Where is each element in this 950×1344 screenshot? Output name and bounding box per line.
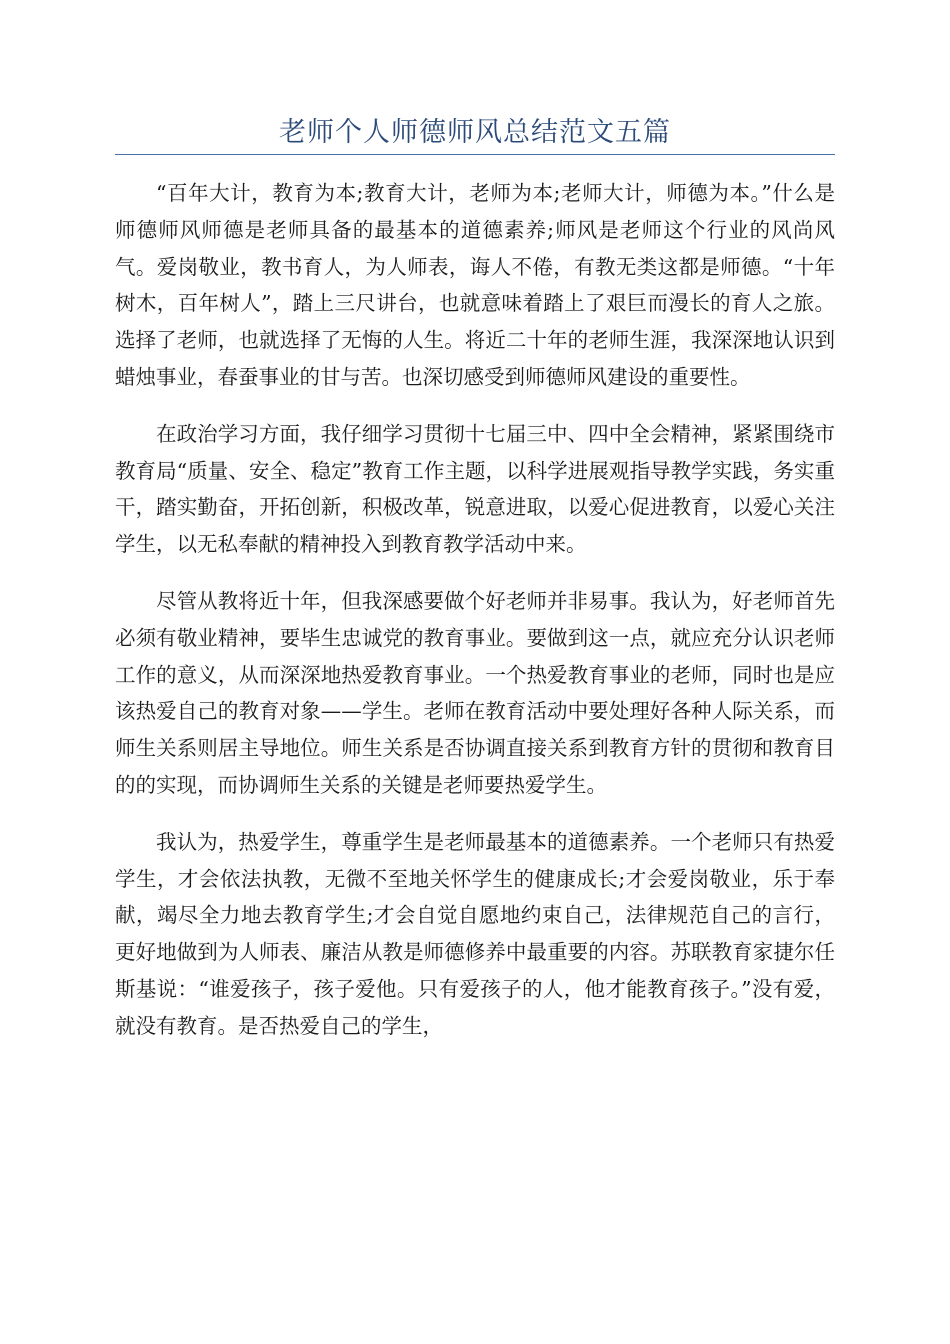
paragraph-2: 在政治学习方面，我仔细学习贯彻十七届三中、四中全会精神，紧紧围绕市教育局“质量、安全、稳定”教育工作主题，以科学进展观指导教学实践，务实重干，踏实勤奋，开拓创新，积极改革，锐意进取，以爱心促进教育，以爱心关注学生，以无私奉献的精神投入到教育教学活动中来。 (115, 421, 835, 557)
document-body (115, 175, 835, 1045)
paragraph-1: “百年大计，教育为本;教育大计，老师为本;老师大计，师德为本。”什么是师德师风师德是老师具备的最基本的道德素养;师风是老师这个行业的风尚风气。爱岗敬业，教书育人，为人师表，诲人不倦，有教无类这都是师德。“十年树木，百年树人”，踏上三尺讲台，也就意味着踏上了艰巨而漫长的育人之旅。选择了老师，也就选择了无悔的人生。将近二十年的老师生涯，我深深地认识到蜡烛事业，春蚕事业的甘与苦。也深切感受到师德师风建设的重要性。 (115, 181, 835, 389)
paragraph-3: 尽管从教将近十年，但我深感要做个好老师并非易事。我认为，好老师首先必须有敬业精神，要毕生忠诚党的教育事业。要做到这一点，就应充分认识老师工作的意义，从而深深地热爱教育事业。一个热爱教育事业的老师，同时也是应该热爱自己的教育对象——学生。老师在教育活动中要处理好各种人际关系，而师生关系则居主导地位。师生关系是否协调直接关系到教育方针的贯彻和教育目的的实现，而协调师生关系的关键是老师要热爱学生。 (115, 588, 835, 797)
document-title: 老师个人师德师风总结范文五篇 (279, 117, 671, 148)
paragraph-4: 我认为，热爱学生，尊重学生是老师最基本的道德素养。一个老师只有热爱学生，才会依法执教，无微不至地关怀学生的健康成长;才会爱岗敬业，乐于奉献，竭尽全力地去教育学生;才会自觉自愿地约束自己，法律规范自己的言行，更好地做到为人师表、廉洁从教是师德修养中最重要的内容。苏联教育家捷尔任斯基说：“谁爱孩子，孩子爱他。只有爱孩子的人，他才能教育孩子。”没有爱，就没有教育。是否热爱自己的学生， (115, 829, 835, 1038)
title-underline (115, 154, 835, 155)
